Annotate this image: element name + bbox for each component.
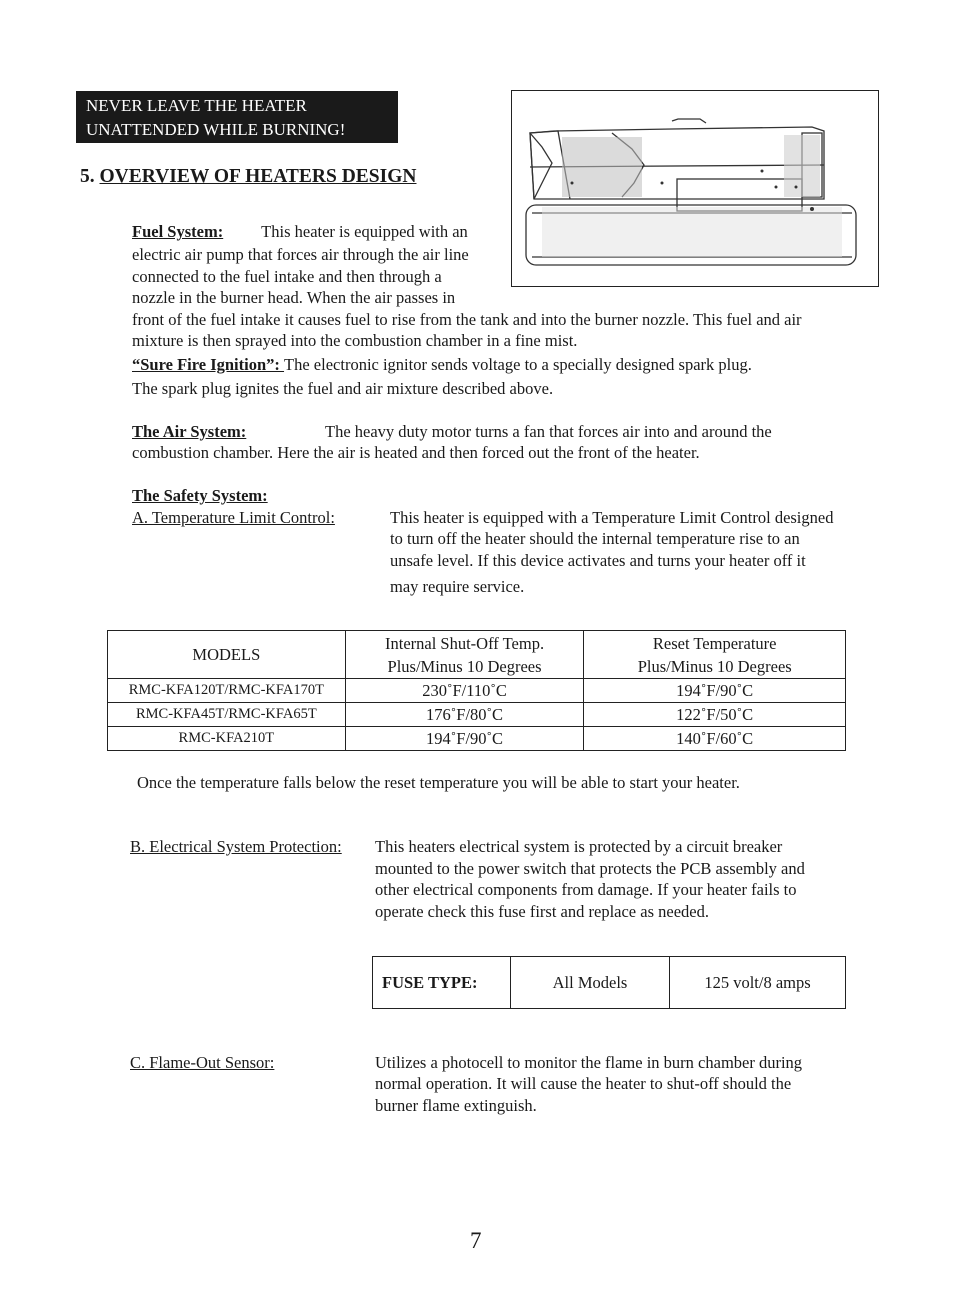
- ignition-text-1: The electronic ignitor sends voltage to a specially designed spark plug.: [284, 355, 752, 374]
- air-system-text-1: The heavy duty motor turns a fan that forces air into and around the: [325, 422, 772, 441]
- fuel-system-label: Fuel System:: [132, 222, 224, 241]
- shutoff-cell: 230˚F/110˚C: [345, 679, 584, 703]
- ignition-line-1: [132, 354, 752, 375]
- section-title: [80, 166, 416, 188]
- heater-figure: [511, 90, 879, 287]
- electrical-text-1: This heaters electrical system is protected by a circuit breaker: [375, 837, 783, 856]
- temp-limit-text-4: may require service.: [390, 577, 525, 596]
- flameout-text-2: normal operation. It will cause the heater to shut-off should the: [375, 1074, 792, 1093]
- section-number: 5.: [80, 166, 95, 187]
- fuse-type-label: FUSE TYPE:: [373, 957, 511, 1009]
- warning-line-2: UNATTENDED WHILE BURNING!: [86, 120, 346, 139]
- fuel-system-line-3: connected to the fuel intake and then through a: [132, 267, 442, 286]
- warning-banner: [76, 91, 398, 143]
- air-system-text-2: combustion chamber. Here the air is heated and then forced out the front of the heater.: [132, 443, 700, 462]
- flameout-text-3: burner flame extinguish.: [375, 1096, 537, 1115]
- fuse-rating: 125 volt/8 amps: [670, 957, 846, 1009]
- electrical-text-4: operate check this fuse first and replace as needed.: [375, 902, 709, 921]
- table-header-row: [108, 631, 846, 679]
- fuel-system-line-6: mixture is then sprayed into the combustion chamber in a fine mist.: [132, 331, 578, 350]
- ignition-line-2: The spark plug ignites the fuel and air mixture described above.: [132, 379, 554, 398]
- electrical-label: B. Electrical System Protection:: [130, 837, 342, 856]
- header-models: MODELS: [108, 631, 346, 679]
- flameout-label: C. Flame-Out Sensor:: [130, 1053, 275, 1072]
- table-row: [108, 727, 846, 751]
- heater-diagram-icon: [512, 91, 878, 286]
- section-title-text: OVERVIEW OF HEATERS DESIGN: [99, 166, 417, 187]
- model-cell: RMC-KFA120T/RMC-KFA170T: [108, 679, 346, 703]
- fuel-system-line-4: nozzle in the burner head. When the air passes in: [132, 288, 456, 307]
- fuel-system-line-1: [132, 221, 468, 242]
- reset-cell: 122˚F/50˚C: [584, 703, 846, 727]
- reset-cell: 194˚F/90˚C: [584, 679, 846, 703]
- fuel-system-text-1: This heater is equipped with an: [261, 222, 468, 241]
- fuse-models: All Models: [511, 957, 670, 1009]
- warning-line-1: NEVER LEAVE THE HEATER: [86, 96, 307, 115]
- ignition-label: “Sure Fire Ignition”:: [132, 355, 285, 374]
- model-cell: RMC-KFA45T/RMC-KFA65T: [108, 703, 346, 727]
- fuse-table: [372, 956, 846, 1009]
- temp-limit-label: A. Temperature Limit Control:: [132, 508, 335, 527]
- header-shutoff: Internal Shut-Off Temp. Plus/Minus 10 Degrees: [345, 631, 584, 679]
- shutoff-cell: 194˚F/90˚C: [345, 727, 584, 751]
- table-row: [108, 703, 846, 727]
- fuel-system-line-5: front of the fuel intake it causes fuel to rise from the tank and into the burner nozzle. This fuel and air: [132, 310, 802, 329]
- safety-system-label: The Safety System:: [132, 486, 268, 505]
- table-row: [108, 679, 846, 703]
- shutoff-cell: 176˚F/80˚C: [345, 703, 584, 727]
- air-system-label: The Air System:: [132, 422, 247, 441]
- electrical-text-3: other electrical components from damage. If your heater fails to: [375, 880, 797, 899]
- temperature-table: [107, 630, 846, 751]
- fuel-system-line-2: electric air pump that forces air through the air line: [132, 245, 469, 264]
- reset-note: Once the temperature falls below the reset temperature you will be able to start your heater.: [137, 773, 740, 792]
- temp-limit-text-3: unsafe level. If this device activates and turns your heater off it: [390, 551, 806, 570]
- reset-cell: 140˚F/60˚C: [584, 727, 846, 751]
- flameout-text-1: Utilizes a photocell to monitor the flame in burn chamber during: [375, 1053, 803, 1072]
- electrical-text-2: mounted to the power switch that protects the PCB assembly and: [375, 859, 805, 878]
- table-row: [373, 957, 846, 1009]
- header-reset: Reset Temperature Plus/Minus 10 Degrees: [584, 631, 846, 679]
- temp-limit-text-1: This heater is equipped with a Temperature Limit Control designed: [390, 508, 834, 527]
- temp-limit-text-2: to turn off the heater should the internal temperature rise to an: [390, 529, 800, 548]
- page-number: 7: [470, 1228, 482, 1253]
- model-cell: RMC-KFA210T: [108, 727, 346, 751]
